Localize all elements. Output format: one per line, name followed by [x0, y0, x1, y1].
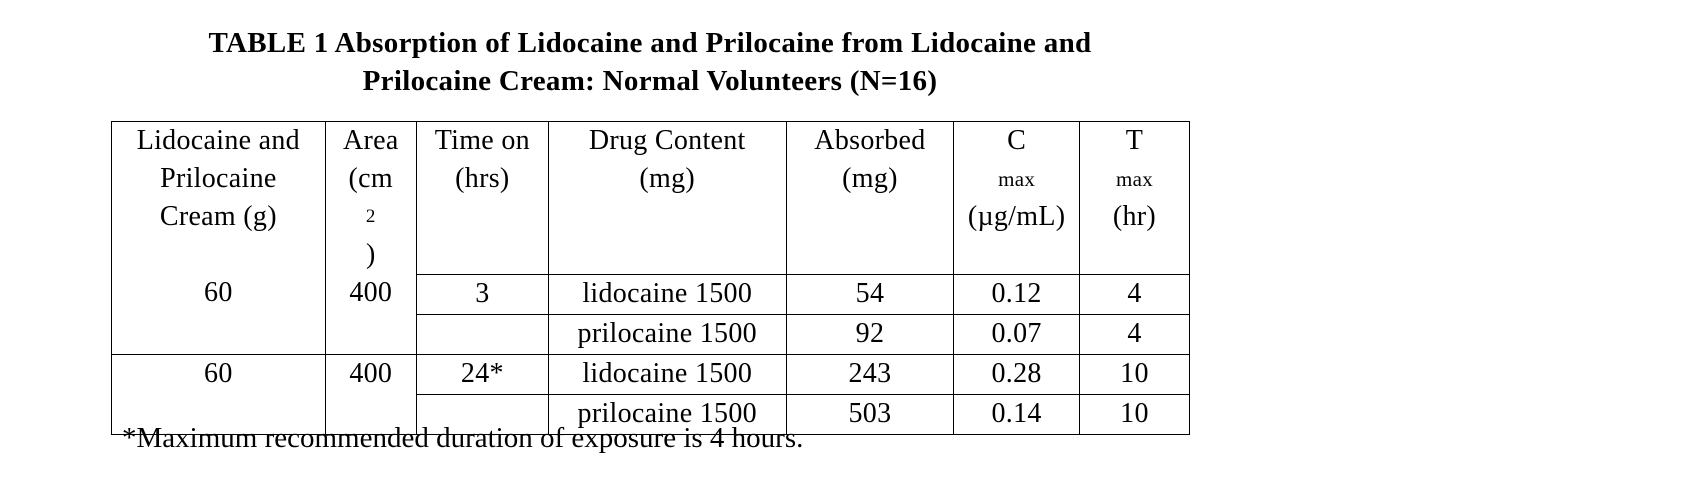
cell-time-empty — [416, 314, 548, 354]
cell-cmax: 0.12 — [954, 274, 1080, 314]
cell-cmax: 0.14 — [954, 394, 1080, 434]
table-title-line-2: Prilocaine Cream: Normal Volunteers (N=16) — [362, 65, 938, 97]
header-area: Area (cm 2 ) — [325, 122, 416, 275]
cell-cream: 60 — [112, 354, 326, 394]
header-cmax: C max (µg/mL) — [954, 122, 1080, 275]
cell-drug-content: prilocaine 1500 — [548, 394, 786, 434]
cell-absorbed: 243 — [786, 354, 954, 394]
table-title — [110, 24, 1190, 100]
cell-cmax: 0.28 — [954, 354, 1080, 394]
cell-area-empty — [325, 314, 416, 354]
header-cream: Lidocaine and Prilocaine Cream (g) — [112, 122, 326, 275]
cell-drug-content: prilocaine 1500 — [548, 314, 786, 354]
cell-time: 24* — [416, 354, 548, 394]
cell-absorbed: 54 — [786, 274, 954, 314]
table-footnote: *Maximum recommended duration of exposure is 4 hours. — [122, 422, 804, 454]
cell-cmax: 0.07 — [954, 314, 1080, 354]
table-row — [112, 274, 1190, 314]
cell-tmax: 10 — [1079, 354, 1189, 394]
cell-cream-empty — [112, 314, 326, 354]
absorption-table — [111, 121, 1190, 435]
cell-tmax: 4 — [1079, 314, 1189, 354]
cell-area: 400 — [325, 274, 416, 314]
header-drug-content: Drug Content (mg) — [548, 122, 786, 275]
header-row — [112, 122, 1190, 275]
cell-absorbed: 92 — [786, 314, 954, 354]
cell-drug-content: lidocaine 1500 — [548, 354, 786, 394]
header-tmax: T max (hr) — [1079, 122, 1189, 275]
cell-absorbed: 503 — [786, 394, 954, 434]
cell-time: 3 — [416, 274, 548, 314]
cell-drug-content: lidocaine 1500 — [548, 274, 786, 314]
table-row — [112, 354, 1190, 394]
cell-tmax: 4 — [1079, 274, 1189, 314]
table-row — [112, 314, 1190, 354]
header-absorbed: Absorbed (mg) — [786, 122, 954, 275]
header-time: Time on (hrs) — [416, 122, 548, 275]
cell-area: 400 — [325, 354, 416, 394]
table-title-line-1: TABLE 1 Absorption of Lidocaine and Prilocaine from Lidocaine and — [208, 27, 1092, 59]
cell-tmax: 10 — [1079, 394, 1189, 434]
cell-cream: 60 — [112, 274, 326, 314]
